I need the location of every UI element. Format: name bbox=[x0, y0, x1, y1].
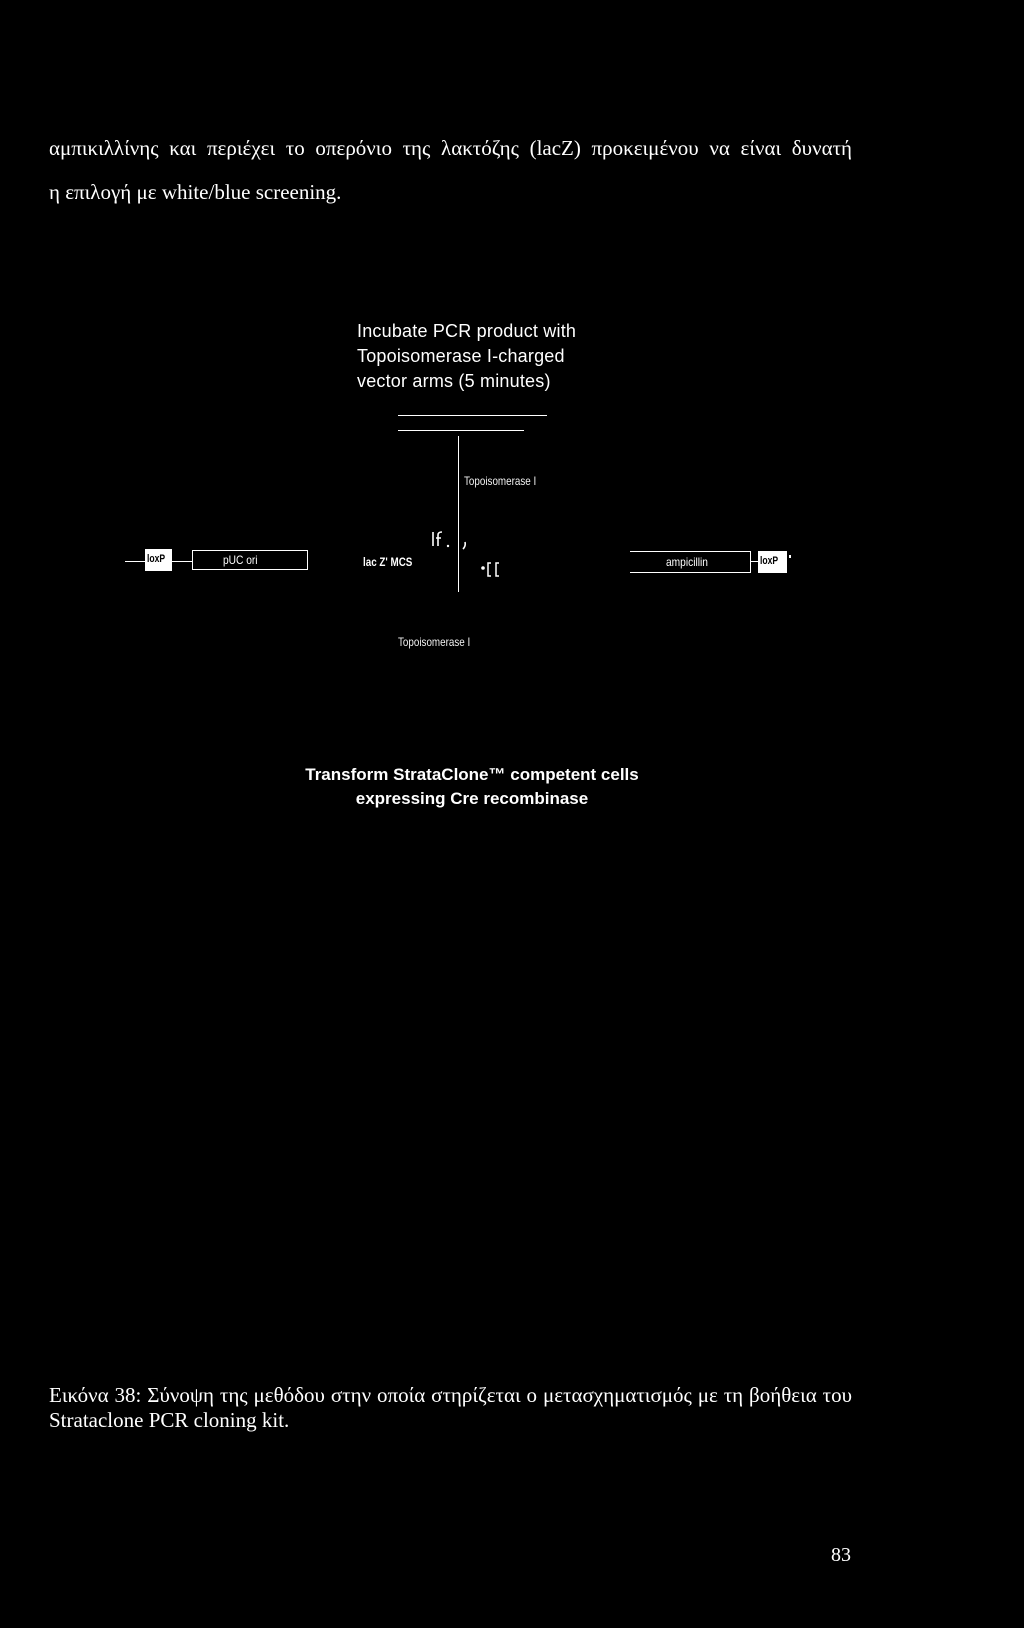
insert-site-marks bbox=[425, 525, 505, 585]
body-text-line-1: αμπικιλλίνης και περιέχει το οπερόνιο της λακτόζης (lacZ) προκειμένου να είναι δυνατή bbox=[49, 136, 852, 160]
vector-backbone-right-link bbox=[751, 561, 758, 562]
vector-backbone-left-end bbox=[125, 561, 145, 562]
lacz-mcs-label: lac Z' MCS bbox=[363, 555, 413, 569]
pcr-product-strand-top bbox=[398, 415, 547, 416]
vector-backbone-left-link bbox=[172, 561, 192, 562]
pcr-product-strand-bottom bbox=[398, 430, 524, 431]
right-loxp-label: loxP bbox=[760, 555, 779, 567]
vector-end-mark bbox=[789, 555, 791, 558]
figure-caption-line-2: Strataclone PCR cloning kit. bbox=[49, 1408, 290, 1432]
ampicillin-label: ampicillin bbox=[666, 555, 708, 569]
left-loxp-box bbox=[145, 549, 172, 571]
topoisomerase-top-label: Topoisomerase I bbox=[464, 474, 537, 488]
incubate-step-line-1: Incubate PCR product with bbox=[357, 321, 577, 341]
puc-ori-box bbox=[192, 550, 308, 570]
incubate-step-line-2: Topoisomerase I-charged bbox=[357, 346, 565, 366]
puc-ori-label: pUC ori bbox=[223, 553, 258, 567]
transform-step-line-1: Transform StrataClone™ competent cells bbox=[305, 765, 639, 784]
right-loxp-box bbox=[758, 551, 787, 573]
transform-step-line-2: expressing Cre recombinase bbox=[355, 789, 589, 808]
body-text-line-2: η επιλογή με white/blue screening. bbox=[49, 180, 342, 204]
figure-caption-line-1: Εικόνα 38: Σύνοψη της μεθόδου στην οποία στηρίζεται ο μετασχηματισμός με τη βοήθεια του bbox=[49, 1383, 852, 1407]
page-number: 83 bbox=[831, 1544, 851, 1566]
incubate-step-line-3: vector arms (5 minutes) bbox=[357, 371, 551, 391]
ampicillin-box bbox=[630, 551, 751, 573]
left-loxp-label: loxP bbox=[147, 553, 166, 565]
topoisomerase-bottom-label: Topoisomerase I bbox=[398, 635, 471, 649]
